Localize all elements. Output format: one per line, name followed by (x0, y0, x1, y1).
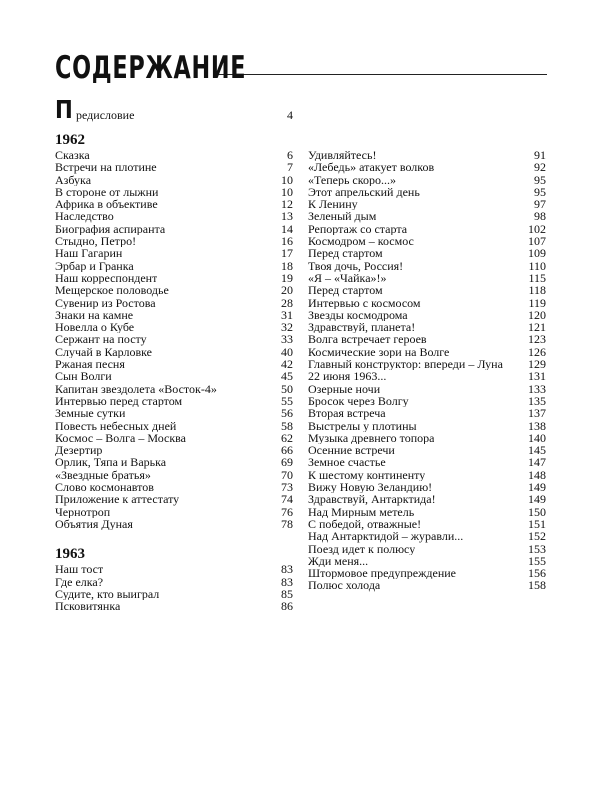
toc-list-1963-left (55, 563, 293, 612)
toc-entry-title: Стыдно, Петро! (55, 235, 137, 248)
toc-entry[interactable] (55, 469, 293, 481)
toc-entry-title: Повесть небесных дней (55, 419, 177, 432)
toc-entry-page: 18 (281, 258, 293, 273)
toc-entry[interactable] (308, 395, 546, 407)
toc-entry-page: 135 (528, 393, 546, 408)
toc-entry-page: 56 (281, 406, 293, 421)
toc-entry-page: 83 (281, 574, 293, 589)
toc-entry-title: Биография аспиранта (55, 222, 166, 236)
toc-entry-page: 123 (528, 332, 546, 347)
toc-entry-page: 147 (528, 455, 546, 470)
toc-entry-title: Земное счастье (308, 456, 386, 469)
toc-entry[interactable] (308, 506, 546, 518)
toc-entry[interactable] (55, 456, 293, 468)
toc-entry[interactable] (308, 333, 546, 345)
toc-entry-title: Новелла о Кубе (55, 321, 135, 334)
toc-entry-title: Над Мирным метель (308, 505, 415, 518)
left-column (55, 132, 293, 612)
toc-entry[interactable] (55, 198, 293, 210)
toc-entry-page: 86 (281, 599, 293, 614)
toc-entry-page: 91 (534, 148, 546, 162)
toc-entry-page: 137 (528, 406, 546, 421)
toc-entry[interactable] (308, 518, 546, 530)
year-heading: 1962 (55, 132, 85, 148)
toc-entry[interactable] (55, 383, 293, 395)
toc-entry-title: Азбука (55, 173, 92, 186)
toc-entry[interactable] (55, 358, 293, 370)
toc-entry-title: Перед стартом (308, 247, 383, 260)
toc-entry-title: 22 июня 1963... (308, 370, 387, 383)
toc-entry-title: Земные сутки (55, 407, 126, 420)
toc-entry-page: 58 (281, 418, 293, 433)
toc-entry-title: Ржаная песня (55, 358, 125, 371)
toc-entry[interactable] (55, 600, 293, 612)
toc-entry[interactable] (55, 223, 293, 235)
toc-entry-title: Чернотроп (55, 505, 111, 518)
toc-entry[interactable] (55, 321, 293, 333)
toc-entry-title: Мещерское половодье (55, 284, 169, 297)
toc-entry-title: Вижу Новую Зеландию! (308, 481, 433, 494)
toc-entry-page: 45 (281, 369, 293, 384)
toc-entry[interactable] (55, 272, 293, 284)
toc-entry-title: Репортаж со старта (308, 222, 408, 236)
toc-entry-title: Главный конструктор: впереди – Луна (308, 358, 503, 371)
toc-entry-title: Штормовое предупреждение (308, 567, 456, 580)
toc-entry[interactable] (55, 174, 293, 186)
toc-entry-title: «Я – «Чайка»!» (308, 271, 387, 285)
toc-entry-title: Твоя дочь, Россия! (308, 259, 404, 272)
toc-entry-title: Где елка? (55, 575, 104, 588)
toc-entry-page: 121 (528, 320, 546, 335)
toc-entry-title: Наш корреспондент (55, 271, 158, 285)
toc-entry-page: 126 (528, 344, 546, 359)
toc-entry[interactable] (55, 210, 293, 222)
toc-entry-page: 19 (281, 270, 293, 285)
toc-entry-title: «Звездные братья» (55, 468, 151, 482)
toc-entry[interactable] (308, 247, 546, 259)
toc-entry-page: 95 (534, 172, 546, 187)
toc-entry-title: К Ленину (308, 198, 358, 211)
toc-entry-page: 66 (281, 443, 293, 458)
toc-entry[interactable] (55, 432, 293, 444)
toc-entry-page: 152 (528, 529, 546, 544)
toc-entry-page: 17 (281, 246, 293, 261)
toc-entry-page: 13 (281, 209, 293, 224)
toc-entry-title: Перед стартом (308, 284, 383, 297)
toc-entry[interactable] (308, 456, 546, 468)
toc-entry-page: 145 (528, 443, 546, 458)
toc-entry[interactable] (55, 407, 293, 419)
toc-entry-title: Поезд идет к полюсу (308, 542, 416, 555)
toc-entry[interactable] (55, 235, 293, 247)
toc-entry[interactable] (55, 284, 293, 296)
toc-entry[interactable] (308, 469, 546, 481)
toc-entry-page: 97 (534, 197, 546, 212)
page-title: СОДЕРЖАНИЕ (55, 50, 247, 86)
toc-entry-page: 85 (281, 586, 293, 601)
toc-entry[interactable] (55, 260, 293, 272)
toc-entry-title: Жди меня... (308, 554, 369, 568)
toc-entry-title: Слово космонавтов (55, 481, 154, 494)
toc-list-1962-left (55, 149, 293, 530)
toc-entry-title: Интервью с космосом (308, 296, 421, 309)
toc-entry-title: Псковитянка (55, 600, 121, 613)
toc-entry[interactable] (55, 247, 293, 259)
toc-entry[interactable] (308, 186, 546, 198)
toc-entry-title: Эрбар и Гранка (55, 259, 134, 272)
toc-entry[interactable] (308, 272, 546, 284)
toc-entry-page: 149 (528, 480, 546, 495)
toc-entry[interactable] (55, 333, 293, 345)
toc-entry-title: Озерные ночи (308, 382, 381, 395)
preface-entry[interactable] (55, 95, 293, 124)
toc-entry-title: Полюс холода (308, 579, 381, 592)
toc-entry-title: Приложение к аттестату (55, 493, 180, 506)
toc-entry-title: Зеленый дым (308, 210, 377, 223)
toc-entry[interactable] (308, 407, 546, 419)
toc-entry-page: 31 (281, 307, 293, 322)
toc-entry-page: 118 (528, 283, 546, 298)
toc-entry-title: Наш Гагарин (55, 247, 123, 260)
toc-entry-title: Наследство (55, 210, 114, 223)
toc-entry-page: 6 (287, 148, 293, 162)
toc-entry[interactable] (55, 493, 293, 505)
toc-entry-title: К шестому континенту (308, 468, 426, 482)
toc-list-1962-right (308, 149, 546, 592)
toc-entry-page: 148 (528, 467, 546, 482)
toc-entry-title: Бросок через Волгу (308, 394, 409, 408)
toc-entry-title: Выстрелы у плотины (308, 419, 417, 432)
toc-entry-page: 155 (528, 553, 546, 568)
toc-entry-page: 153 (528, 541, 546, 556)
toc-entry-title: Случай в Карловке (55, 345, 152, 359)
toc-entry-page: 102 (528, 221, 546, 236)
toc-entry-title: Знаки на камне (55, 308, 134, 322)
toc-entry-title: Над Антарктидой – журавли... (308, 530, 464, 543)
toc-entry-title: Космодром – космос (308, 235, 414, 248)
toc-entry-page: 133 (528, 381, 546, 396)
toc-entry-page: 32 (281, 320, 293, 335)
preface-drop-cap: П (55, 95, 73, 124)
toc-entry-page: 149 (528, 492, 546, 507)
toc-entry[interactable] (308, 358, 546, 370)
toc-entry-title: Дезертир (55, 444, 103, 457)
toc-entry[interactable] (55, 481, 293, 493)
toc-entry[interactable] (55, 297, 293, 309)
toc-entry-page: 92 (534, 160, 546, 175)
toc-entry-page: 69 (281, 455, 293, 470)
toc-entry[interactable] (308, 543, 546, 555)
toc-entry-page: 76 (281, 504, 293, 519)
toc-entry-title: Музыка древнего топора (308, 431, 435, 445)
preface-page: 4 (287, 108, 293, 122)
toc-entry[interactable] (308, 198, 546, 210)
toc-entry[interactable] (308, 567, 546, 579)
toc-entry[interactable] (55, 309, 293, 321)
toc-entry-title: «Теперь скоро...» (308, 173, 396, 186)
toc-entry-page: 42 (281, 357, 293, 372)
toc-entry-title: Сказка (55, 149, 90, 162)
toc-entry-title: Судите, кто выиграл (55, 587, 160, 601)
toc-entry-page: 78 (281, 516, 293, 531)
toc-entry-page: 119 (528, 295, 546, 310)
toc-entry-page: 10 (281, 184, 293, 199)
toc-entry-page: 20 (281, 283, 293, 298)
toc-entry-title: Вторая встреча (308, 407, 386, 420)
toc-entry-page: 73 (281, 480, 293, 495)
toc-entry[interactable] (308, 555, 546, 567)
toc-entry-title: С победой, отважные! (308, 517, 422, 531)
toc-entry-page: 7 (287, 160, 293, 175)
toc-entry-title: Наш тост (55, 563, 104, 576)
toc-entry[interactable] (55, 518, 293, 530)
toc-entry-title: Удивляйтесь! (308, 149, 377, 162)
page-header (55, 44, 547, 84)
toc-entry-title: Космос – Волга – Москва (55, 431, 186, 445)
toc-entry[interactable] (308, 579, 546, 591)
toc-entry-page: 110 (528, 258, 546, 273)
title-rule (215, 74, 547, 75)
toc-entry-page: 158 (528, 578, 546, 593)
toc-entry-page: 98 (534, 209, 546, 224)
toc-entry-title: Космические зори на Волге (308, 345, 450, 359)
toc-entry-page: 12 (281, 197, 293, 212)
toc-entry[interactable] (55, 149, 293, 161)
toc-entry-page: 140 (528, 430, 546, 445)
toc-entry[interactable] (308, 260, 546, 272)
toc-entry-page: 109 (528, 246, 546, 261)
toc-entry[interactable] (55, 346, 293, 358)
toc-entry-title: Капитан звездолета «Восток-4» (55, 382, 217, 395)
toc-entry-page: 138 (528, 418, 546, 433)
toc-entry[interactable] (55, 588, 293, 600)
toc-entry-title: Африка в объективе (55, 198, 158, 211)
toc-entry-page: 131 (528, 369, 546, 384)
toc-entry[interactable] (308, 493, 546, 505)
toc-entry-title: Встречи на плотине (55, 161, 157, 174)
toc-entry[interactable] (308, 370, 546, 382)
toc-entry[interactable] (308, 444, 546, 456)
toc-entry-page: 50 (281, 381, 293, 396)
toc-entry[interactable] (308, 210, 546, 222)
toc-entry-title: Здравствуй, планета! (308, 321, 416, 334)
toc-entry-page: 33 (281, 332, 293, 347)
toc-entry-page: 16 (281, 234, 293, 249)
toc-entry-title: Орлик, Тяпа и Варька (55, 456, 167, 469)
toc-entry-page: 120 (528, 307, 546, 322)
year-heading: 1963 (55, 546, 85, 563)
toc-entry[interactable] (308, 297, 546, 309)
toc-entry-page: 55 (281, 393, 293, 408)
toc-entry-title: Этот апрельский день (308, 185, 420, 199)
toc-entry-title: Звезды космодрома (308, 308, 408, 322)
toc-entry-page: 40 (281, 344, 293, 359)
toc-entry-page: 14 (281, 221, 293, 236)
toc-entry-title: Осенние встречи (308, 444, 395, 457)
toc-entry[interactable] (308, 530, 546, 542)
toc-entry-title: Волга встречает героев (308, 333, 427, 346)
toc-entry-title: Сержант на посту (55, 333, 147, 346)
toc-entry-page: 151 (528, 516, 546, 531)
toc-entry[interactable] (55, 563, 293, 575)
toc-entry-page: 83 (281, 562, 293, 577)
toc-entry[interactable] (55, 186, 293, 198)
toc-entry[interactable] (55, 161, 293, 173)
toc-entry-title: Здравствуй, Антарктида! (308, 493, 436, 506)
toc-entry[interactable] (308, 284, 546, 296)
right-column (308, 149, 546, 592)
toc-entry[interactable] (308, 383, 546, 395)
toc-entry[interactable] (308, 174, 546, 186)
toc-entry-title: «Лебедь» атакует волков (308, 161, 435, 174)
toc-entry[interactable] (55, 444, 293, 456)
preface-label: редисловие (76, 108, 135, 122)
toc-entry[interactable] (55, 370, 293, 382)
toc-entry[interactable] (308, 321, 546, 333)
toc-entry[interactable] (308, 161, 546, 173)
toc-entry-page: 107 (528, 234, 546, 249)
toc-entry-page: 10 (281, 172, 293, 187)
toc-entry[interactable] (308, 309, 546, 321)
toc-entry-page: 150 (528, 504, 546, 519)
toc-entry[interactable] (308, 149, 546, 161)
toc-entry[interactable] (308, 420, 546, 432)
toc-entry-page: 115 (528, 270, 546, 285)
toc-entry-page: 62 (281, 430, 293, 445)
toc-entry[interactable] (55, 395, 293, 407)
toc-entry-title: Сын Волги (55, 370, 112, 383)
toc-entry[interactable] (308, 346, 546, 358)
toc-entry[interactable] (55, 420, 293, 432)
toc-entry[interactable] (308, 481, 546, 493)
toc-entry[interactable] (55, 576, 293, 588)
toc-entry-title: Сувенир из Ростова (55, 296, 156, 309)
toc-entry-page: 95 (534, 184, 546, 199)
toc-entry-title: Объятия Дуная (55, 517, 133, 531)
toc-entry-page: 28 (281, 295, 293, 310)
toc-entry[interactable] (308, 235, 546, 247)
toc-entry-page: 156 (528, 566, 546, 581)
toc-entry[interactable] (308, 223, 546, 235)
toc-entry-page: 74 (281, 492, 293, 507)
toc-entry-title: Интервью перед стартом (55, 394, 183, 408)
toc-entry-page: 70 (281, 467, 293, 482)
toc-entry-page: 129 (528, 357, 546, 372)
toc-entry-title: В стороне от лыжни (55, 185, 159, 199)
toc-entry[interactable] (308, 432, 546, 444)
toc-entry[interactable] (55, 506, 293, 518)
